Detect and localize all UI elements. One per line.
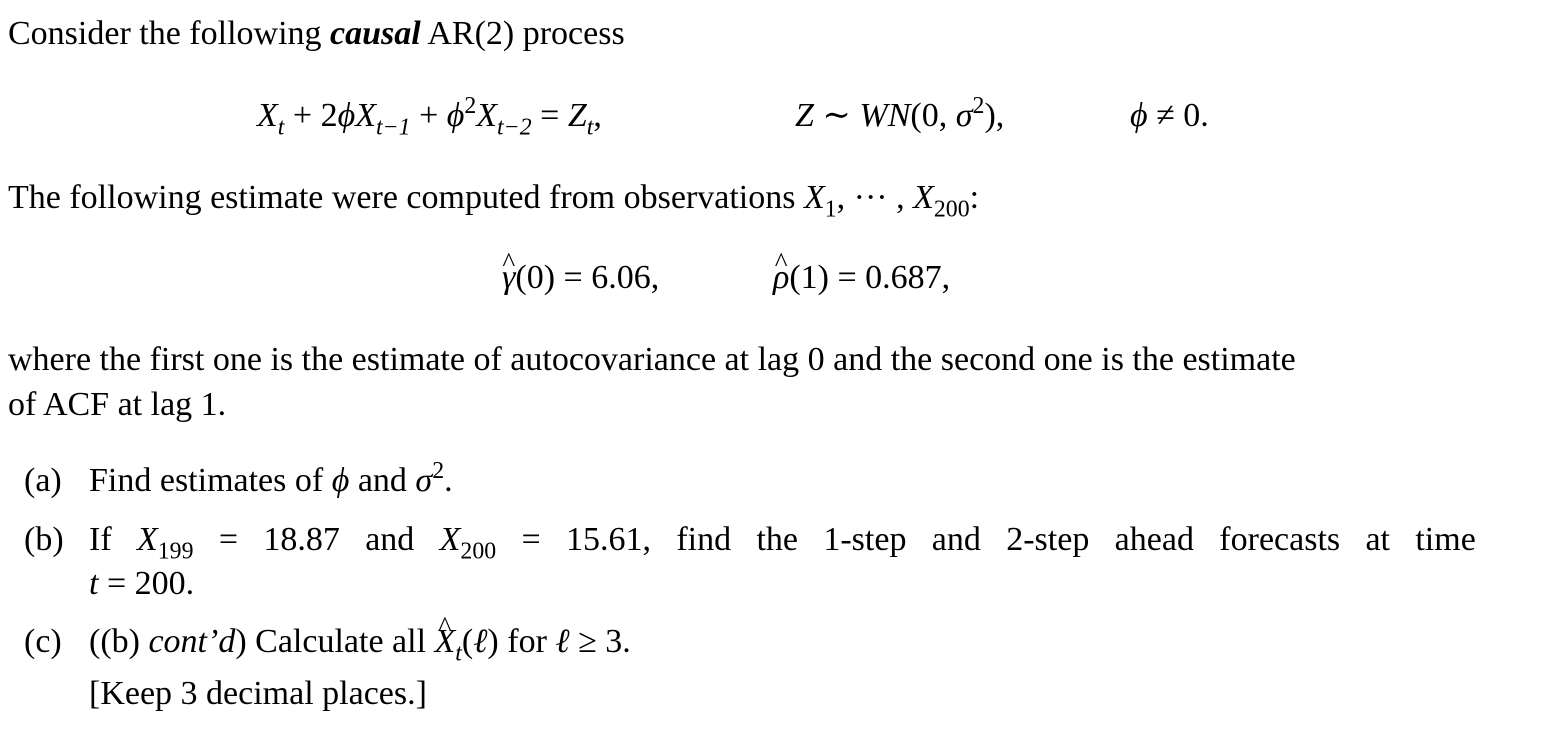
gamma-value: (0) = 6.06, [515,259,660,296]
eq-term: WN [859,97,911,134]
eq-term: X [803,179,825,216]
eq-operator: = [521,521,541,558]
item-c-label: (c) [24,623,62,660]
intro-suffix: AR(2) process [427,15,625,52]
gamma-hat: ^ γ [502,258,515,299]
eq-subscript: t [586,114,594,141]
item-word: and [365,521,415,558]
eq-operator: + 2 [284,97,338,134]
item-text: ((b) [89,623,149,660]
explanation-line-1: where the first one is the estimate of autocovariance at lag 0 and the second one is the estimate [8,341,1296,378]
item-word: 18.87 [263,521,340,558]
eq-superscript: 2 [432,457,445,484]
phi-condition [1130,96,1209,137]
item-b-line-2 [89,564,194,605]
eq-term: t [89,565,99,602]
item-text: . [444,462,453,499]
noise-spec [795,92,1005,137]
rho-value: (1) = 0.687, [789,259,951,296]
eq-operator: , ··· , [836,179,914,216]
item-word: and [931,521,981,558]
item-word: at [1365,521,1391,558]
x199-term [137,520,194,565]
eq-subscript: 200 [933,196,970,223]
eq-term: X [913,179,934,216]
gamma-estimate [502,258,659,299]
item-word: forecasts [1219,521,1341,558]
item-text: for [498,623,556,660]
eq-term: Z [795,97,814,134]
eq-operator: (0, [910,97,956,134]
eq-term: ℓ [473,623,488,660]
eq-operator: , [593,97,602,134]
item-word: 1-step [823,521,907,558]
eq-term: σ [415,462,433,499]
eq-operator: ≠ 0. [1147,97,1209,134]
eq-operator: ( [461,623,474,660]
eq-superscript: 2 [464,92,477,119]
eq-term: ϕ [446,97,465,134]
eq-operator: ) [487,623,499,660]
eq-subscript: 1 [824,196,837,223]
item-word: time [1415,521,1476,558]
estimate-intro-text: The following estimate were computed from observations [8,179,796,216]
item-b-line-1 [89,520,1476,565]
rho-hat: ^ ρ [773,258,789,299]
item-word: If [89,521,112,558]
eq-term: ℓ [555,623,570,660]
eq-operator: ≥ 3. [569,623,631,660]
item-c-note: [Keep 3 decimal places.] [89,675,427,712]
intro-emphasis: causal [330,15,421,52]
eq-subscript: t−2 [497,114,532,141]
item-b-label: (b) [24,521,64,558]
eq-subscript: 199 [157,538,194,565]
item-text: and [349,462,416,499]
item-text: = 200. [98,565,195,602]
x200-term [439,520,497,565]
explanation-line-2: of ACF at lag 1. [8,386,227,423]
eq-term: X [439,521,461,558]
eq-subscript: t [455,640,462,667]
eq-term: X [137,521,158,558]
eq-term: ϕ [337,97,356,134]
ar2-equation [257,92,602,141]
item-emphasis: cont’d [148,623,236,660]
item-c-line-1 [89,622,631,667]
item-word: ahead [1114,521,1194,558]
item-a-text [89,457,453,502]
eq-operator: ∼ [813,97,860,134]
eq-operator: + [410,97,447,134]
item-word: 15.61, [566,521,651,558]
eq-term: ϕ [331,462,350,499]
eq-subscript: 200 [460,538,497,565]
estimate-intro [8,178,980,223]
item-word: find [676,521,732,558]
item-text: Find estimates of [89,462,324,499]
eq-term: X [476,97,498,134]
eq-term: σ [955,97,973,134]
item-word: the [756,521,799,558]
eq-superscript: 2 [972,92,985,119]
eq-operator: = [531,97,568,134]
eq-term: X [257,97,278,134]
eq-term: X [355,97,376,134]
eq-term: ϕ [1130,97,1148,134]
item-text: ) Calculate all [235,623,435,660]
item-a-label: (a) [24,462,62,499]
eq-term: Z [567,97,587,134]
x-hat: ^ X [435,622,456,663]
eq-subscript: t−1 [375,114,411,141]
eq-operator: : [969,179,980,216]
intro-line [8,14,625,55]
eq-operator: ), [984,97,1005,134]
rho-estimate [773,258,950,299]
eq-operator: = [218,521,239,558]
intro-prefix: Consider the following [8,15,322,52]
item-word: 2-step [1006,521,1090,558]
eq-subscript: t [277,114,285,141]
